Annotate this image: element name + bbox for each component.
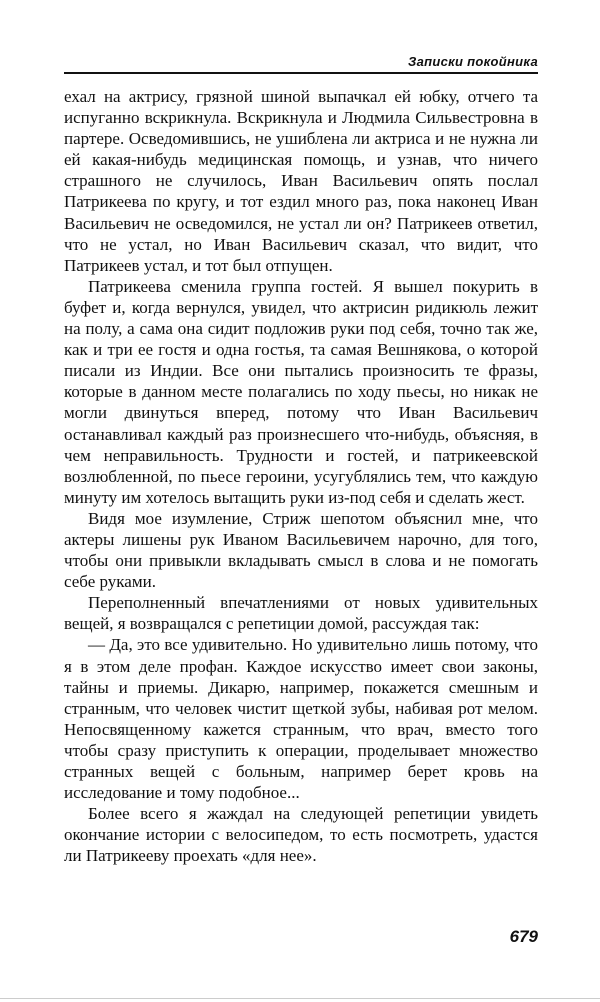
paragraph: Более всего я жаждал на следующей репетиции увидеть окончание истории с велосипедом, то есть посмотреть, удастся ли Патрикееву проехать «для нее». (64, 804, 538, 866)
paragraph: Видя мое изумление, Стриж шепотом объяснил мне, что актеры лишены рук Иваном Васильевичем нарочно, для того, чтобы они привыкли вкладывать смысл в слова и не помогать себе руками. (64, 508, 538, 592)
paragraph-dialogue: — Да, это все удивительно. Но удивительно лишь потому, что я в этом деле профан. Каждое искусство имеет свои законы, тайны и приемы. Дикарю, например, покажется смешным и странным, что человек чистит щеткой зубы, набивая рот мелом. Непосвященному кажется странным, что врач, вместо того чтобы сразу приступить к операции, проделывает множество странных вещей с больным, например берет кровь на исследование и тому подобное... (64, 635, 538, 803)
paragraph: Патрикеева сменила группа гостей. Я вышел покурить в буфет и, когда вернулся, увидел, что актрисин ридикюль лежит на полу, а сама она сидит подложив руки под себя, точно так же, как и три ее гостя и одна гостья, та самая Вешнякова, о которой писали из Индии. Все они пытались произносить те фразы, которые в данном месте полагались по ходу пьесы, но никак не могли двинуться вперед, потому что Иван Васильевич останавливал каждый раз произнесшего что-нибудь, объясняя, в чем неправильность. Трудности и гостей, и патрикеевской возлюбленной, по пьесе героини, усугублялись тем, что каждую минуту им хотелось вытащить руки из-под себя и сделать жест. (64, 276, 538, 507)
body-text (64, 86, 538, 866)
paragraph-continuation: ехал на актрису, грязной шиной выпачкал ей юбку, отчего та испуганно вскрикнула. Вскрикнула и Людмила Сильвестровна в партере. Осведомившись, не ушиблена ли актриса и не нужна ли ей какая-нибудь медицинская помощь, и узнав, что ничего страшного не случилось, Иван Васильевич опять послал Патрикеева по кругу, и тот ездил много раз, пока наконец Иван Васильевич не осведомился, не устал ли он? Патрикеев ответил, что не устал, но Иван Васильевич сказал, что видит, что Патрикеев устал, и тот был отпущен. (64, 87, 538, 275)
running-head: Записки покойника (64, 52, 538, 74)
paragraph: Переполненный впечатлениями от новых удивительных вещей, я возвращался с репетиции домой, рассуждая так: (64, 593, 538, 634)
page-edge-divider (0, 998, 600, 999)
page-number: 679 (509, 927, 538, 946)
